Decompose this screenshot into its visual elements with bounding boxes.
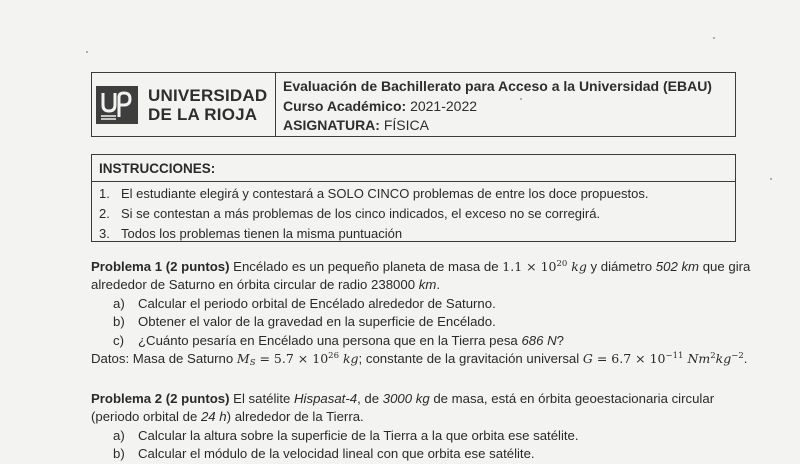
instruction-item — [99, 204, 735, 224]
problem-1-text: que gira — [699, 259, 751, 274]
problem-1-text: alrededor de Saturno en órbita circular de radio 238000 — [91, 277, 419, 293]
item-text: Calcular el módulo de la velocidad lineal con que orbita ese satélite. — [138, 446, 535, 462]
problem-2-item-b — [91, 445, 751, 463]
radius-unit: km — [418, 277, 437, 293]
problem-1-text: . — [436, 277, 440, 293]
item-c-text: ¿Cuánto pesaría en Encélado una persona que en la Tierra pesa — [138, 332, 522, 348]
orbital-period: 24 h — [200, 409, 227, 425]
problem-1-data — [91, 350, 751, 368]
mass-unit: kg — [571, 259, 587, 274]
instruction-text: El estudiante elegirá y contestará a SOLO CINCO problemas de entre los doce propuestos. — [121, 186, 649, 201]
problem-1-label: Problema 1 (2 puntos) — [91, 259, 230, 274]
problem-2-statement-line2 — [91, 408, 751, 426]
item-text: Calcular la altura sobre la superficie de la Tierra a la que orbita ese satélite. — [138, 427, 579, 443]
data-text: ; constante de la gravitación universal — [358, 351, 583, 367]
instructions-title: INSTRUCCIONES: — [92, 155, 735, 182]
mass-mantissa: 1.1 × 10 — [502, 259, 557, 274]
university-name-line1: UNIVERSIDAD — [148, 85, 268, 105]
problem-1-statement-line2 — [91, 276, 751, 294]
problem-2-text: , de — [357, 391, 383, 406]
exam-info — [276, 73, 712, 136]
g-unit-exponent: 2 — [710, 351, 716, 362]
exam-header — [91, 72, 736, 137]
item-text: Calcular el periodo orbital de Encélado alrededor de Saturno. — [138, 295, 496, 311]
instruction-number: 3. — [99, 226, 110, 241]
satellite-mass: 3000 kg — [382, 391, 430, 406]
item-text — [138, 332, 564, 350]
saturn-mass-unit: kg — [338, 351, 359, 367]
subject-label: ASIGNATURA: — [283, 117, 380, 133]
item-label: c) — [113, 332, 124, 348]
problem-1-statement-line1 — [91, 258, 751, 276]
problem-1-text: y diámetro — [586, 259, 656, 274]
instructions-box — [91, 154, 736, 242]
instruction-number: 1. — [99, 186, 110, 201]
g-constant-symbol: G — [582, 351, 593, 367]
course-value: 2021-2022 — [410, 97, 478, 114]
problem-1-item-a — [91, 295, 751, 313]
problem-2-item-a — [91, 427, 751, 445]
subject-value: FÍSICA — [383, 117, 429, 133]
saturn-mass-exponent: 26 — [328, 351, 339, 362]
problem-2 — [91, 390, 751, 464]
instruction-item — [99, 184, 735, 204]
problem-1-text: Encélado es un pequeño planeta de masa de — [229, 259, 503, 274]
problem-2-statement-line1 — [91, 390, 751, 408]
item-c-end: ? — [556, 332, 564, 348]
exam-title: Evaluación de Bachillerato para Acceso a la Universidad (EBAU) — [283, 78, 712, 94]
instruction-item — [99, 224, 735, 244]
university-logo-icon — [96, 86, 138, 124]
g-constant-exponent: −11 — [665, 351, 684, 362]
item-label: a) — [113, 427, 125, 443]
satellite-name: Hispasat-4 — [294, 391, 358, 406]
problem-1-item-c — [91, 332, 751, 350]
problem-2-label: Problema 2 (2 puntos) — [91, 391, 230, 406]
scan-speck — [86, 51, 88, 53]
university-name-line2: DE LA RIOJA — [148, 104, 258, 124]
problem-2-text: El satélite — [229, 391, 295, 406]
problem-2-text: de masa, está en órbita geoestacionaria circular — [429, 391, 715, 406]
saturn-mass-subscript: S — [249, 358, 256, 369]
item-label: b) — [113, 446, 125, 462]
diameter-value: 502 km — [655, 259, 700, 274]
scan-speck — [713, 37, 715, 39]
mass-value — [502, 259, 587, 274]
instruction-number: 2. — [99, 206, 110, 221]
saturn-mass-value: = 5.7 × 10 — [255, 351, 329, 367]
course-label: Curso Académico: — [283, 97, 407, 114]
weight-value: 686 N — [521, 332, 557, 348]
item-label: b) — [113, 314, 125, 330]
scan-speck — [770, 178, 772, 180]
university-block — [92, 73, 276, 136]
g-unit2-exponent: −2 — [731, 351, 744, 362]
problem-2-text: ) alrededor de la Tierra. — [226, 409, 364, 425]
problem-2-text: (periodo orbital de — [91, 409, 201, 425]
instruction-text: Todos los problemas tienen la misma puntuación — [121, 226, 403, 241]
instruction-text: Si se contestan a más problemas de los cinco indicados, el exceso no se corregirá. — [121, 206, 601, 221]
g-constant-unit2: kg — [715, 351, 732, 367]
g-constant-value: = 6.7 × 10 — [592, 351, 666, 367]
problem-1-item-b — [91, 313, 751, 331]
subject-line — [283, 116, 712, 136]
university-name — [148, 86, 267, 124]
mass-exponent: 20 — [556, 259, 568, 269]
data-text: Datos: Masa de Saturno — [91, 351, 237, 367]
data-end: . — [743, 351, 748, 367]
saturn-mass-symbol: M — [236, 351, 250, 367]
g-constant-unit: Nm — [683, 351, 711, 367]
instructions-list — [92, 182, 735, 244]
item-text: Obtener el valor de la gravedad en la superficie de Encélado. — [138, 314, 496, 330]
problem-1 — [91, 258, 751, 368]
item-label: a) — [113, 295, 125, 311]
course-line — [283, 97, 712, 117]
